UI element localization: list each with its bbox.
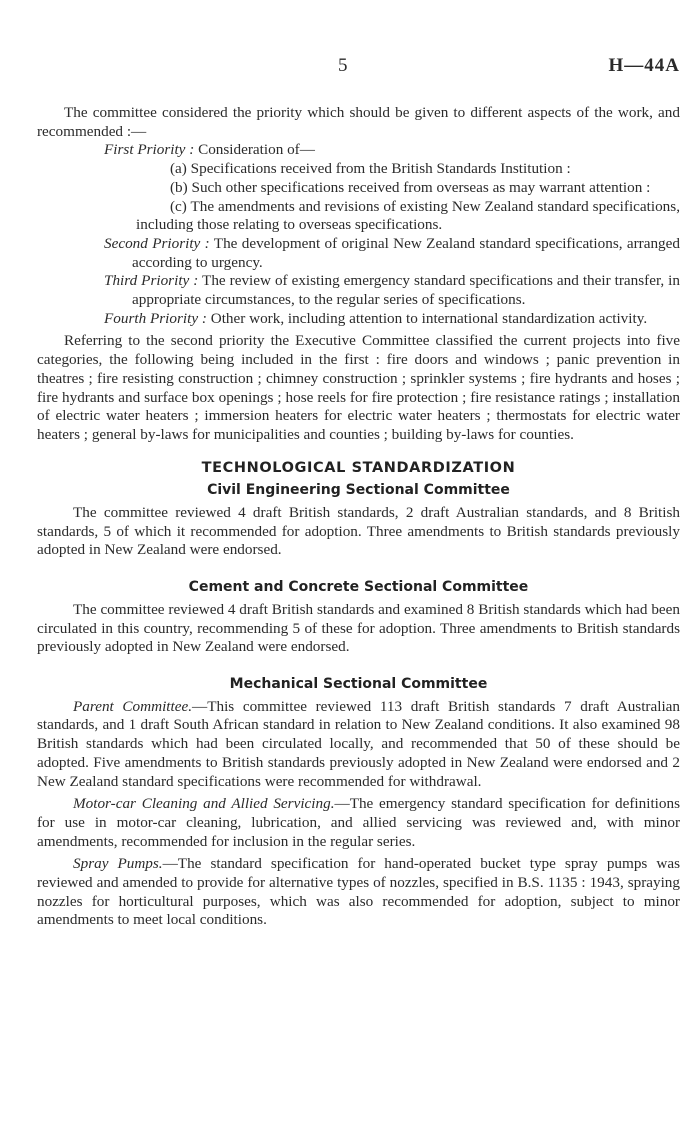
fourth-priority (104, 310, 680, 329)
parent-committee-paragraph (37, 698, 680, 792)
motor-car-text: —The emergency standard specification for definitions for use in motor-car cleaning, lubrication, and allied servicing was reviewed and, with minor amendments, recommended for inclusion in the regular series. (37, 795, 680, 850)
second-priority-label: Second Priority : (104, 234, 210, 252)
first-priority-label: First Priority : (104, 141, 195, 159)
motor-car-label: Motor-car Cleaning and Allied Servicing. (73, 795, 335, 813)
parent-committee-text: —This committee reviewed 113 draft British standards 7 draft Australian standards, and 1 draft South African standard in relation to New Zealand conditions. It also examined 98 British standards which had been circulated locally, and recommended that 50 of these should be adopted. Five amendments to British standards previously adopted in New Zealand were endorsed and 2 New Zealand standard specifications were recommended for withdrawal. (37, 697, 680, 790)
civil-engineering-heading: Civil Engineering Sectional Committee (207, 482, 510, 499)
fourth-priority-label: Fourth Priority : (104, 309, 207, 327)
priority-item-a: (a) Specifications received from the British Standards Institution : (170, 160, 571, 178)
third-priority (104, 272, 680, 309)
second-priority (104, 235, 680, 272)
priority-item-b: (b) Such other specifications received from overseas as may warrant attention : (170, 178, 651, 196)
motor-car-paragraph (37, 795, 680, 851)
priority-item-c: (c) The amendments and revisions of existing New Zealand standard specifications, including those relating to overseas specifications. (136, 197, 680, 234)
mechanical-heading: Mechanical Sectional Committee (229, 675, 488, 692)
main-heading: TECHNOLOGICAL STANDARDIZATION (201, 459, 516, 476)
third-priority-text: The review of existing emergency standard specifications and their transfer, in appropriate circumstances, to the regular series of specifications. (132, 272, 680, 309)
spray-pumps-text: —The standard specification for hand-operated bucket type spray pumps was reviewed and amended to provide for alternative types of nozzles, specified in B.S. 1135 : 1943, spraying nozzles for horticultural purposes, which was also recommended for adoption, subject to minor amendments to meet local conditions. (37, 855, 680, 929)
civil-engineering-text: The committee reviewed 4 draft British standards, 2 draft Australian standards, and 8 British standards, 5 of which it recommended for adoption. Three amendments to British standards previously adopted in New Zealand were endorsed. (37, 504, 680, 559)
spray-pumps-paragraph (37, 855, 680, 930)
spray-pumps-label: Spray Pumps. (73, 855, 163, 873)
cement-concrete-heading: Cement and Concrete Sectional Committee (188, 579, 529, 596)
second-priority-text: The development of original New Zealand standard specifications, arranged according to urgency. (132, 234, 680, 271)
cement-concrete-text: The committee reviewed 4 draft British standards and examined 8 British standards which had been circulated in this country, recommending 5 of these for adoption. Three amendments to British standards previously adopted in New Zealand were endorsed. (37, 600, 680, 656)
document-body (37, 104, 680, 930)
document-code: H—44A (608, 55, 680, 76)
parent-committee-label: Parent Committee. (73, 697, 193, 715)
intro-paragraph: The committee considered the priority which should be given to different aspects of the work, and recommended :— (37, 104, 680, 140)
page-header (0, 55, 700, 85)
first-priority (104, 141, 680, 160)
referring-paragraph: Referring to the second priority the Executive Committee classified the current projects into five categories, the following being included in the first : fire doors and windows ; panic prevention in theatres ; fire resisting construction ; chimney construction ; sprinkler systems ; fire hydrants and hoses ; fire hydrants and surface box openings ; hose reels for fire protection ; fire resistance ratings ; installation of electric water heaters ; immersion heaters for electric water heaters ; thermostats for electric water heaters ; general by-laws for municipalities and counties ; building by-laws for counties. (37, 332, 680, 443)
third-priority-label: Third Priority : (104, 272, 199, 290)
first-priority-text: Consideration of— (198, 141, 315, 159)
fourth-priority-text: Other work, including attention to international standardization activity. (210, 309, 648, 327)
page-number: 5 (338, 55, 348, 76)
